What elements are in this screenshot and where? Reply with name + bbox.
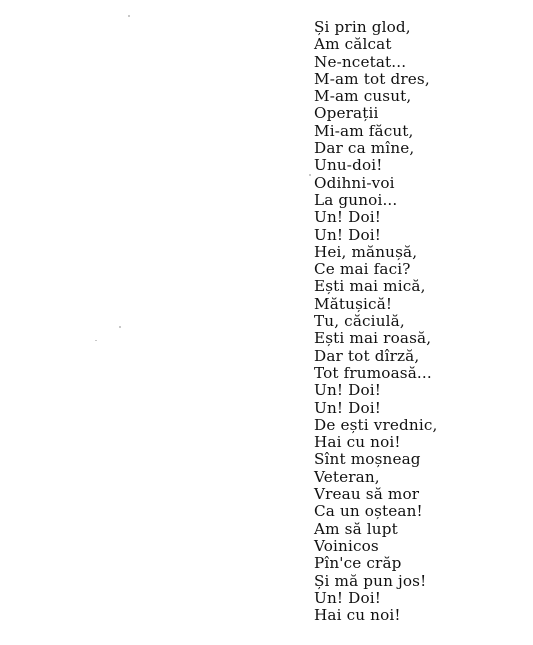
poem-line: Ne-ncetat...: [314, 52, 407, 71]
poem-line: Și prin glod,: [314, 18, 411, 36]
poem-line: Un! Doi!: [314, 208, 381, 227]
poem-line: Am călcat: [314, 35, 392, 54]
poem-line: Voinicos: [314, 536, 379, 555]
poem-line: M-am tot dres,: [314, 69, 430, 88]
poem-line: Mătușică!: [314, 294, 393, 313]
poem-line: Un! Doi!: [314, 381, 381, 400]
poem-line: Sînt moșneag: [314, 450, 421, 469]
poem-line: Pîn'ce crăp: [314, 554, 402, 573]
poem-text: [314, 19, 438, 624]
paper-speck: [309, 174, 311, 176]
poem-line: Vreau să mor: [314, 485, 420, 504]
poem-line: M-am cusut,: [314, 87, 412, 106]
poem-line: Odihni-voi: [314, 173, 395, 192]
poem-line: Ești mai roasă,: [314, 329, 432, 348]
poem-line: Unu-doi!: [314, 156, 383, 175]
poem-line: Un! Doi!: [314, 588, 381, 607]
poem-line: Ce mai faci?: [314, 260, 411, 279]
paper-speck: [119, 326, 121, 328]
poem-line: Ca un oștean!: [314, 502, 423, 521]
poem-line: La gunoi...: [314, 190, 398, 209]
poem-line: Operații: [314, 104, 379, 123]
poem-line: Mi-am făcut,: [314, 121, 414, 140]
poem-line: Dar tot dîrză,: [314, 346, 420, 365]
poem-line: Veteran,: [314, 467, 380, 486]
poem-line: Hei, mănușă,: [314, 242, 418, 261]
poem-line: Un! Doi!: [314, 398, 381, 417]
poem-line: Hai cu noi!: [314, 433, 401, 452]
poem-line: Ești mai mică,: [314, 277, 426, 296]
poem-line: De ești vrednic,: [314, 415, 438, 434]
poem-line: Am să lupt: [314, 519, 398, 538]
poem-line: Dar ca mîne,: [314, 139, 415, 158]
paper-speck: [128, 15, 130, 17]
poem-line: Hai cu noi!: [314, 606, 401, 625]
poem-line: Și mă pun jos!: [314, 571, 427, 590]
poem-line: Un! Doi!: [314, 225, 381, 244]
paper-speck: [95, 340, 97, 341]
poem-line: Tu, căciulă,: [314, 312, 405, 331]
poem-line: Tot frumoasă...: [314, 363, 432, 382]
